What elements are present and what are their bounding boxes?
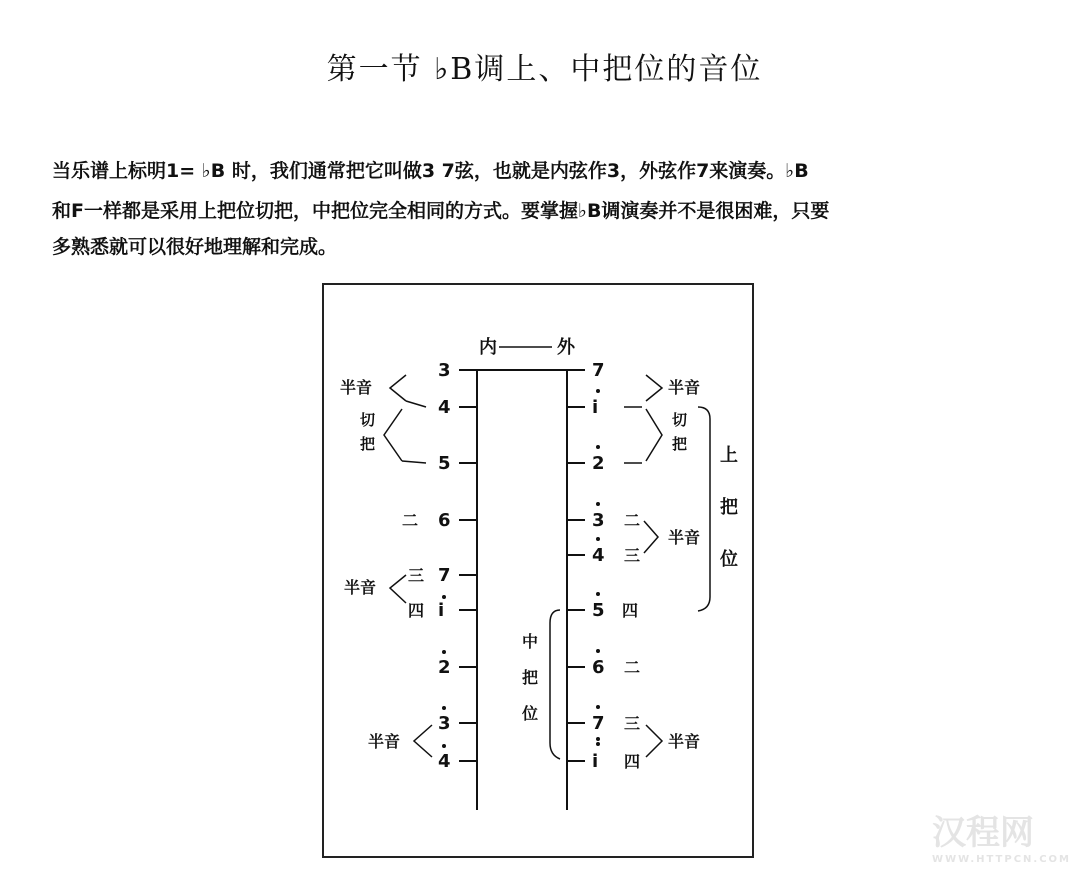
half-tone-label: 半音: [344, 578, 377, 597]
watermark-url: WWW.HTTPCN.COM: [932, 854, 1071, 865]
er-label: 二: [624, 511, 641, 530]
inner-note: 7: [438, 565, 451, 586]
paragraph-line-3: 多熟悉就可以很好地理解和完成。: [52, 236, 338, 258]
si-label: 四: [408, 601, 425, 620]
inner-note: 5: [438, 453, 451, 474]
qie-label: 切: [672, 411, 688, 429]
inner-note: 4: [438, 751, 451, 772]
inner-note: 6: [438, 510, 451, 531]
ba-label: 把: [672, 435, 688, 453]
outer-note: i: [592, 751, 599, 772]
half-tone-label: 半音: [668, 378, 701, 397]
san-label: 三: [624, 546, 641, 565]
watermark-brand: 汉程网: [932, 813, 1035, 853]
qie-label: 切: [360, 411, 376, 429]
outer-note: 5: [592, 600, 605, 621]
outer-note: 4: [592, 545, 605, 566]
middle-position-label: 位: [522, 704, 539, 723]
san-label: 三: [624, 714, 641, 733]
upper-position-label: 上: [720, 445, 738, 466]
inner-note: 3: [438, 713, 451, 734]
left-bracket-qie-ba: [384, 409, 402, 461]
watermark-logo: [932, 805, 1071, 865]
middle-position-label: 把: [522, 668, 539, 687]
page-title: 第一节 ♭B调上、中把位的音位: [326, 52, 763, 87]
outer-note: 7: [592, 360, 605, 381]
upper-position-label: 位: [720, 549, 738, 570]
upper-position-bracket: [698, 407, 710, 611]
inner-ticks: [459, 370, 477, 761]
half-tone-label: 半音: [340, 378, 373, 397]
inner-string-header: 内: [479, 337, 497, 358]
middle-position-bracket: [550, 610, 560, 759]
outer-note: i: [592, 397, 599, 418]
outer-note: 2: [592, 453, 605, 474]
half-tone-label: 半音: [668, 528, 701, 547]
er-label: 二: [402, 511, 419, 530]
outer-note: 7: [592, 713, 605, 734]
inner-note: 2: [438, 657, 451, 678]
san-label: 三: [408, 566, 425, 585]
outer-note: 6: [592, 657, 605, 678]
inner-note: i: [438, 600, 445, 621]
half-tone-label: 半音: [668, 732, 701, 751]
outer-ticks: [567, 370, 585, 761]
outer-string-header: 外: [557, 337, 575, 358]
left-bracket-half-tone: [390, 375, 406, 401]
paragraph-line-1: 当乐谱上标明1= ♭B 时，我们通常把它叫做3 7弦，也就是内弦作3，外弦作7来演奏。♭B: [52, 160, 809, 182]
ba-label: 把: [360, 435, 376, 453]
paragraph-line-2: 和F一样都是采用上把位切把，中把位完全相同的方式。要掌握♭B调演奏并不是很困难，只要: [52, 200, 830, 222]
si-label: 四: [622, 601, 639, 620]
er-label: 二: [624, 658, 641, 677]
outer-note: 3: [592, 510, 605, 531]
fingering-diagram-frame: [322, 283, 754, 858]
upper-position-label: 把: [720, 497, 738, 518]
inner-note: 3: [438, 360, 451, 381]
middle-position-label: 中: [522, 632, 539, 651]
half-tone-label: 半音: [368, 732, 401, 751]
inner-note: 4: [438, 397, 451, 418]
outer-octave-dots: [596, 389, 600, 746]
fingering-diagram: [324, 285, 756, 860]
si-label: 四: [624, 752, 641, 771]
